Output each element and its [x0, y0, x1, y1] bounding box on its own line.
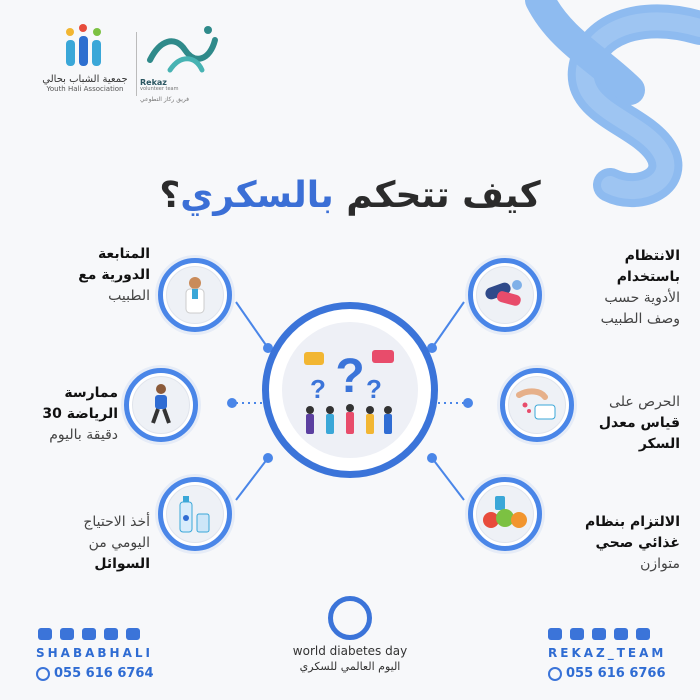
youth-logo-english: Youth Hali Association [46, 85, 124, 93]
world-diabetes-day-logo [282, 596, 418, 673]
pills-icon [483, 277, 527, 313]
diet-circle [468, 477, 542, 551]
wdd-arabic: اليوم العالمي للسكري [299, 660, 401, 673]
svg-text:?: ? [310, 374, 326, 404]
glucose-line-2: قياس معدل [598, 415, 680, 431]
rekaz-arabic: فريق ركاز التطوعي [140, 96, 190, 103]
glucose-meter-icon [515, 385, 559, 425]
medication-circle [468, 258, 542, 332]
right-phone: 055 616 6766 [548, 666, 666, 681]
exercise-line-3: دقيقة باليوم [49, 427, 118, 443]
people-questions-icon [282, 322, 418, 458]
glucose-circle [500, 368, 574, 442]
right-handle: REKAZ_TEAM [548, 646, 667, 660]
whatsapp-icon [548, 667, 562, 681]
fluids-line-2: اليومي من [88, 535, 150, 551]
medication-line-3: الأدوية حسب [604, 290, 680, 306]
youtube-icon [592, 628, 606, 640]
telegram-icon [104, 628, 118, 640]
tiktok-icon [570, 628, 584, 640]
followup-line-1: المتابعة [97, 246, 150, 262]
diet-line-2: غذائي صحي [595, 535, 680, 551]
diet-line-3: متوازن [640, 556, 680, 572]
snapchat-icon [126, 628, 140, 640]
wdd-english: world diabetes day [292, 644, 408, 658]
left-social-icons [38, 628, 140, 640]
snapchat-icon [636, 628, 650, 640]
diet-text [548, 512, 680, 575]
tiktok-icon [60, 628, 74, 640]
youtube-icon [82, 628, 96, 640]
followup-line-2: الدورية مع [78, 267, 150, 283]
left-phone: 055 616 6764 [36, 666, 154, 681]
medication-line-4: وصف الطبيب [600, 311, 680, 327]
exercise-text [10, 383, 118, 446]
fluids-text [30, 512, 150, 575]
medication-line-1: الانتظام [624, 248, 680, 264]
diet-line-1: الالتزام بنظام [585, 514, 680, 530]
glucose-line-3: السكر [638, 436, 680, 452]
youth-logo-arabic: جمعية الشباب بحالي [42, 74, 128, 85]
twitter-icon [548, 628, 562, 640]
exercise-line-2: الرياضة 30 [42, 406, 118, 422]
walking-icon [143, 383, 179, 427]
svg-text:?: ? [366, 374, 382, 404]
glucose-line-1: الحرص على [609, 394, 680, 410]
right-social-icons [548, 628, 650, 640]
left-handle: SHABABHALI [36, 646, 153, 660]
rekaz-name: Rekaz [140, 78, 167, 87]
medication-line-2: باستخدام [616, 269, 680, 285]
svg-text:?: ? [335, 350, 365, 403]
medication-text [550, 246, 680, 330]
telegram-icon [614, 628, 628, 640]
doctor-icon [177, 275, 213, 315]
glucose-text [580, 392, 680, 455]
title-highlight: بالسكري [180, 175, 334, 216]
exercise-line-1: ممارسة [64, 385, 118, 401]
title-suffix: ؟ [159, 175, 181, 216]
blue-circle-icon [328, 596, 372, 640]
twitter-icon [38, 628, 52, 640]
vegetables-icon [481, 494, 529, 534]
doctor-circle [158, 258, 232, 332]
water-bottle-icon [177, 492, 213, 536]
title-prefix: كيف تتحكم [333, 175, 541, 216]
fluids-line-3: السوائل [94, 556, 150, 572]
rekaz-subtitle: volunteer team [140, 86, 179, 92]
followup-line-3: الطبيب [108, 288, 150, 304]
followup-text [40, 244, 150, 307]
exercise-circle [124, 368, 198, 442]
fluids-line-1: أخذ الاحتياج [83, 514, 150, 530]
fluids-circle [158, 477, 232, 551]
whatsapp-icon [36, 667, 50, 681]
